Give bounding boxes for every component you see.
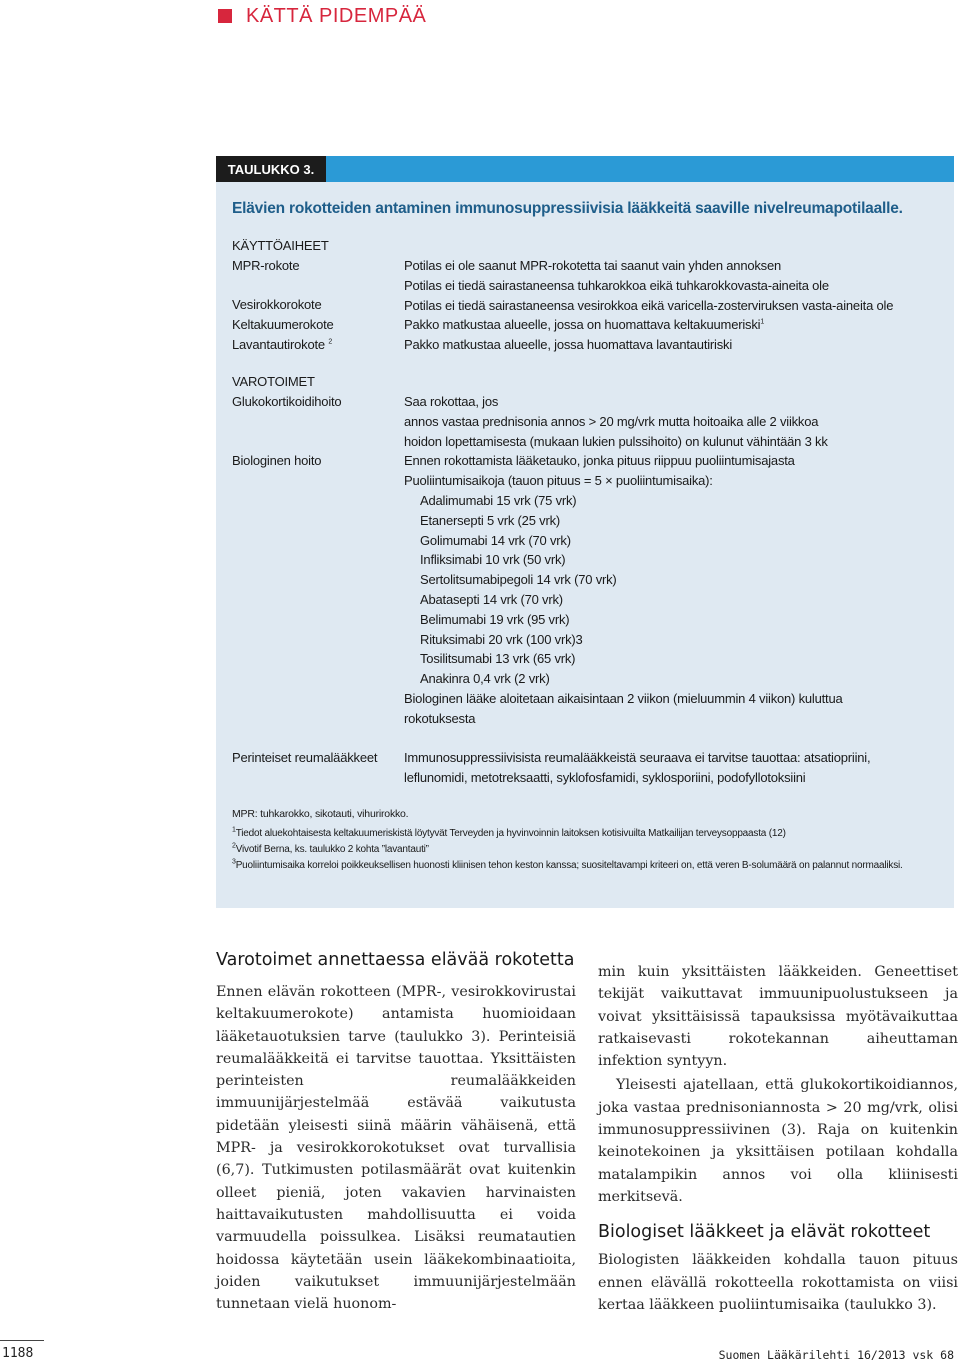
heading-varotoimet: VAROTOIMET <box>232 374 315 389</box>
section-title: KÄTTÄ PIDEMPÄÄ <box>246 4 427 27</box>
journal-info: Suomen Lääkärilehti 16/2013 vsk 68 <box>718 1348 954 1362</box>
drug-item: Rituksimabi 20 vrk (100 vrk)3 <box>420 631 583 647</box>
drug-item: Tosilitsumabi 13 vrk (65 vrk) <box>420 651 576 667</box>
table-3 <box>216 156 954 908</box>
table-tab-bar <box>216 156 954 182</box>
article-paragraph: Ennen elävän rokotteen (MPR-, vesirokkovirustai keltakuumerokote) antamista huomioidaan lääketauotuksien tarve (taulukko 3). Perinteisiä reumalääkkeitä ei tarvitse tauottaa. Yksittäisten perinteisten reumalääkkeiden immuunijärjestelmää estävää vaikutusta pidetään yleisesti siinä määrin vähäisenä, että MPR- ja vesirokkorokotukset ovat turvallisia (6,7). Tutkimusten potilasmäärät ovat kuitenkin olleet pieniä, joten vakavien harvinaisten haittavaikutusten mahdollisuutta ei voida varmuudella poissulkea. Lisäksi reumatautien hoidossa käytetään usein lääkekombinaatioita, joiden vaikutukset immuunijärjestelmään tunnetaan vielä huonom- <box>216 984 576 1313</box>
article-heading-biologiset: Biologiset lääkkeet ja elävät rokotteet <box>598 1222 931 1243</box>
table-left-column-3 <box>232 748 402 768</box>
value-perinteiset-2: leflunomidi, metotreksaatti, syklofosfamidi, syklosporiini, podofyllotoksiini <box>404 769 806 785</box>
drug-item: Anakinra 0,4 vrk (2 vrk) <box>420 671 550 687</box>
drug-item: Adalimumabi 15 vrk (75 vrk) <box>420 492 577 508</box>
label-mpr-rokote: MPR-rokote <box>232 257 300 273</box>
label-perinteiset-reumalaakkeet: Perinteiset reumalääkkeet <box>232 750 378 765</box>
table-left-column-1 <box>232 236 402 355</box>
article-paragraph: min kuin yksittäisten lääkkeiden. Geneettiset tekijät vaikuttavat immuunipuolustukseen ja voivat yksittäisissä tapauksissa myötävaikuttaa ratkaisevasti rokotekannan aiheuttaman infektion syntyyn. <box>598 964 958 1070</box>
article-column-1 <box>216 950 576 1315</box>
value-bio-2: Puoliintumisaikoja (tauon pituus = 5 × puoliintumisaika): <box>404 473 713 489</box>
value-keltakuume: Pakko matkustaa alueelle, jossa on huomattava keltakuumeriski$^1$ <box>404 317 765 333</box>
table-title: Elävien rokotteiden antaminen immunosuppressiivisia lääkkeitä saaville nivelreumapotilaalle. <box>232 200 903 217</box>
value-bio-1: Ennen rokottamista lääketauko, jonka pituus riippuu puoliintumisajasta <box>404 453 795 469</box>
table-right-column-2 <box>404 392 944 729</box>
value-bio-3: Biologinen lääke aloitetaan aikaisintaan 2 viikon (mieluummin 4 viikon) kuluttua <box>404 690 843 706</box>
table-tab-label: TAULUKKO 3. <box>216 156 326 182</box>
value-perinteiset-1: Immunosuppressiivisista reumalääkkeistä seuraava ei tarvitse tauottaa: atsatiopriini, <box>404 750 871 765</box>
drug-item: Infliksimabi 10 vrk (50 vrk) <box>420 552 566 568</box>
value-gluko-1: Saa rokottaa, jos <box>404 394 499 409</box>
value-gluko-2: annos vastaa prednisonia annos > 20 mg/vrk mutta hoitoaika alle 2 viikkoa <box>404 413 819 429</box>
label-biologinen-hoito: Biologinen hoito <box>232 453 322 469</box>
drug-item: Abatasepti 14 vrk (70 vrk) <box>420 591 563 607</box>
article-column-2 <box>598 961 958 1316</box>
red-square-icon <box>218 9 232 23</box>
drug-item: Sertolitsumabipegoli 14 vrk (70 vrk) <box>420 572 617 588</box>
article-paragraph: Biologisten lääkkeiden kohdalla tauon pituus ennen elävällä rokotteella rokottamista on viisi kertaa lääkkeen puoliintumisaika (taulukko 3). <box>598 1252 958 1313</box>
value-mpr-2: Potilas ei tiedä sairastaneensa tuhkarokkoa eikä tuhkarokkovasta-aineita ole <box>404 277 829 293</box>
label-lavantautirokote: Lavantautirokote $^2$ <box>232 336 333 352</box>
footnote-mpr: MPR: tuhkarokko, sikotauti, vihurirokko. <box>232 808 409 820</box>
heading-kayttoaiheet: KÄYTTÖAIHEET <box>232 238 329 253</box>
drug-item: Belimumabi 19 vrk (95 vrk) <box>420 611 570 627</box>
page-number: 1188 <box>2 1346 34 1361</box>
drug-item: Etanersepti 5 vrk (25 vrk) <box>420 512 561 528</box>
value-gluko-3: hoidon lopettamisesta (mukaan lukien pulssihoito) on kulunut vähintään 3 kk <box>404 433 828 449</box>
value-vesirokko: Potilas ei tiedä sairastaneensa vesirokkoa eikä varicella-zosterviruksen vasta-aineita ole <box>404 297 894 313</box>
table-right-column-1 <box>404 256 944 355</box>
value-mpr-1: Potilas ei ole saanut MPR-rokotetta tai saanut vain yhden annoksen <box>404 258 782 273</box>
table-left-column-2 <box>232 372 402 471</box>
label-vesirokkorokote: Vesirokkorokote <box>232 297 322 313</box>
value-bio-4: rokotuksesta <box>404 710 476 726</box>
table-right-column-3 <box>404 748 944 788</box>
label-glukokortikoidihoito: Glukokortikoidihoito <box>232 393 342 409</box>
value-lavantauti: Pakko matkustaa alueelle, jossa huomattava lavantautiriski <box>404 337 733 353</box>
article-paragraph: Yleisesti ajatellaan, että glukokortikoidiannos, joka vastaa prednisoniannosta > 20 mg/vrk, olisi immunosuppressiivinen (3). Raja on kuitenkin keinotekoinen ja yksittäisen potilaan kohdalla matalampikin annos voi olla kliinisesti merkitsevä. <box>598 1077 958 1205</box>
footnote-2: $^2$Vivotif Berna, ks. taulukko 2 kohta ”lavantauti” <box>232 842 429 855</box>
article-heading-varotoimet: Varotoimet annettaessa elävää rokotetta <box>216 950 575 970</box>
page-rule <box>0 1340 44 1341</box>
section-header <box>218 4 426 28</box>
footnote-3: $^3$Puoliintumisaika korreloi poikkeuksellisen huonosti kliinisen tehon keston kanssa; suositeltavampi kriteeri on, että veren B-solumäärä on palannut normaaliksi. <box>232 858 903 871</box>
label-keltakuumerokote: Keltakuumerokote <box>232 317 334 333</box>
drug-item: Golimumabi 14 vrk (70 vrk) <box>420 532 571 548</box>
footnote-1: $^1$Tiedot aluekohtaisesta keltakuumeriskistä löytyvät Terveyden ja hyvinvoinnin laitoksen kotisivuilta Matkailijan terveysoppaasta (12) <box>232 826 786 839</box>
table-footnotes <box>232 806 942 874</box>
